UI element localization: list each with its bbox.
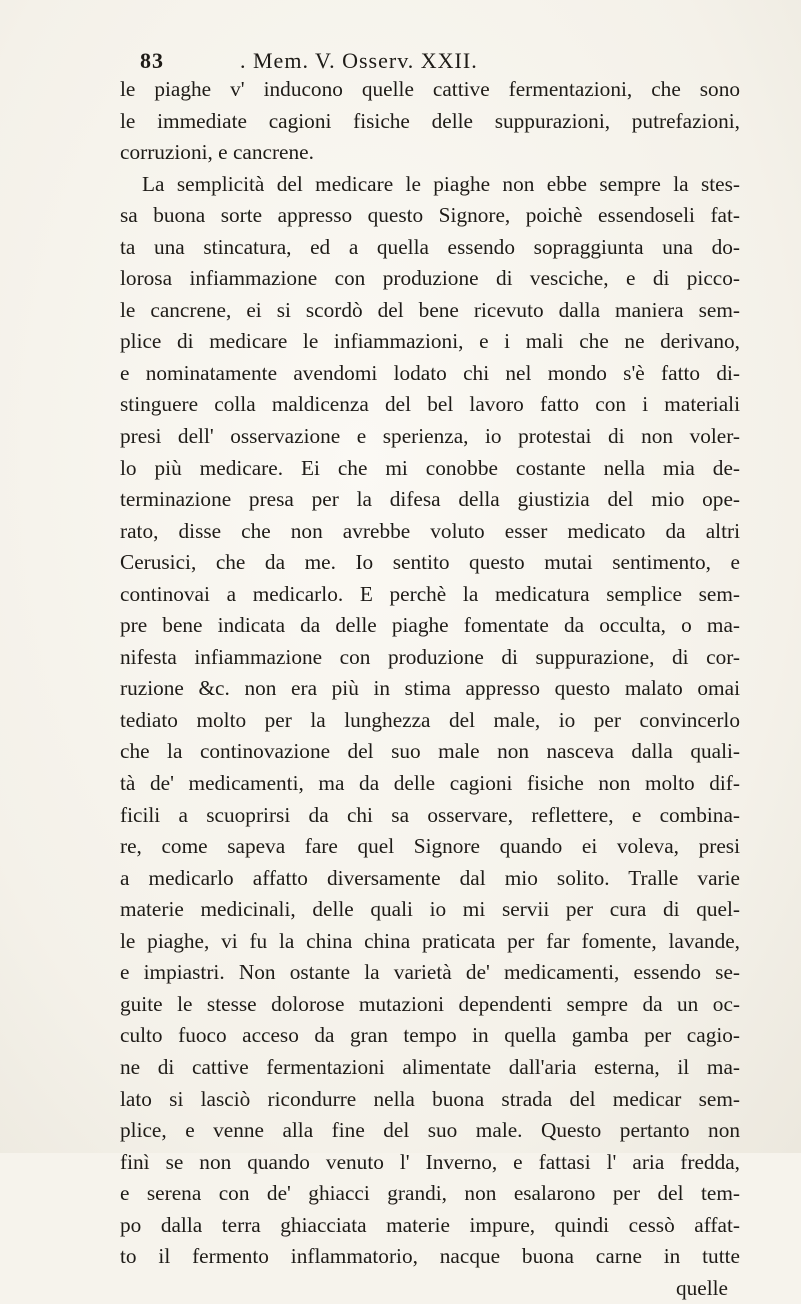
catchword: quelle [675, 1275, 728, 1300]
text-line: le cancrene, ei si scordò del bene ricevuto dalla maniera sem- [120, 297, 740, 322]
text-line: lo più medicare. Ei che mi conobbe costante nella mia de- [120, 455, 740, 480]
text-line: le piaghe, vi fu la china china praticata per far fomente, lavande, [120, 928, 740, 953]
text-line: a medicarlo affatto diversamente dal mio solito. Tralle varie [120, 865, 740, 890]
text-line: materie medicinali, delle quali io mi servii per cura di quel- [120, 897, 740, 922]
text-line: ruzione &c. non era più in stima appresso questo malato omai [120, 676, 740, 701]
text-line: finì se non quando venuto l' Inverno, e fattasi l' aria fredda, [120, 1149, 740, 1174]
text-line: presi dell' osservazione e sperienza, io protestai di non voler- [120, 424, 740, 449]
text-line: tediato molto per la lunghezza del male, io per convincerlo [120, 707, 740, 732]
text-line: e serena con de' ghiacci grandi, non esalarono per del tem- [120, 1181, 740, 1206]
text-line: terminazione presa per la difesa della giustizia del mio ope- [120, 487, 740, 512]
text-line: culto fuoco acceso da gran tempo in quella gamba per cagio- [120, 1023, 740, 1048]
text-line: stinguere colla maldicenza del bel lavoro fatto con i materiali [120, 392, 740, 417]
text-line: e impiastri. Non ostante la varietà de' medicamenti, essendo se- [120, 960, 740, 985]
text-line: sa buona sorte appresso questo Signore, poichè essendoseli fat- [120, 203, 740, 228]
running-head: . Mem. V. Osserv. XXII. [240, 48, 478, 73]
text-line: ne di cattive fermentazioni alimentate dall'aria esterna, il ma- [120, 1054, 740, 1079]
text-line: le immediate cagioni fisiche delle suppurazioni, putrefazioni, [120, 108, 740, 133]
text-line: corruzioni, e cancrene. [120, 140, 314, 165]
text-line: nifesta infiammazione con produzione di suppurazione, di cor- [120, 644, 740, 669]
text-line: lorosa infiammazione con produzione di vesciche, e di picco- [120, 266, 740, 291]
text-line: La semplicità del medicare le piaghe non ebbe sempre la stes- [142, 171, 740, 196]
text-line: ficili a scuoprirsi da chi sa osservare, reflettere, e combina- [120, 802, 740, 827]
text-line: continovai a medicarlo. E perchè la medicatura semplice sem- [120, 581, 740, 606]
text-line: Cerusici, che da me. Io sentito questo mutai sentimento, e [120, 550, 740, 575]
text-line: e nominatamente avendomi lodato chi nel mondo s'è fatto di- [120, 360, 740, 385]
text-line: plice di medicare le infiammazioni, e i mali che ne derivano, [120, 329, 740, 354]
text-line: po dalla terra ghiacciata materie impure, quindi cessò affat- [120, 1212, 740, 1237]
text-line: ta una stincatura, ed a quella essendo sopraggiunta una do- [120, 234, 740, 259]
text-line: rato, disse che non avrebbe voluto esser medicato da altri [120, 518, 740, 543]
text-line: plice, e venne alla fine del suo male. Questo pertanto non [120, 1118, 740, 1143]
text-line: pre bene indicata da delle piaghe fomentate da occulta, o ma- [120, 613, 740, 638]
body-text [120, 74, 740, 1304]
text-line: tà de' medicamenti, ma da delle cagioni fisiche non molto dif- [120, 771, 740, 796]
text-line: lato si lasciò ricondurre nella buona strada del medicar sem- [120, 1086, 740, 1111]
text-line: re, come sapeva fare quel Signore quando ei voleva, presi [120, 834, 740, 859]
page-number: 83 [140, 48, 164, 73]
text-line: guite le stesse dolorose mutazioni dependenti sempre da un oc- [120, 991, 740, 1016]
text-line: to il fermento inflammatorio, nacque buona carne in tutte [120, 1244, 740, 1269]
page-header [140, 48, 700, 76]
text-line: che la continovazione del suo male non nasceva dalla quali- [120, 739, 740, 764]
text-line: le piaghe v' inducono quelle cattive fermentazioni, che sono [120, 77, 740, 101]
